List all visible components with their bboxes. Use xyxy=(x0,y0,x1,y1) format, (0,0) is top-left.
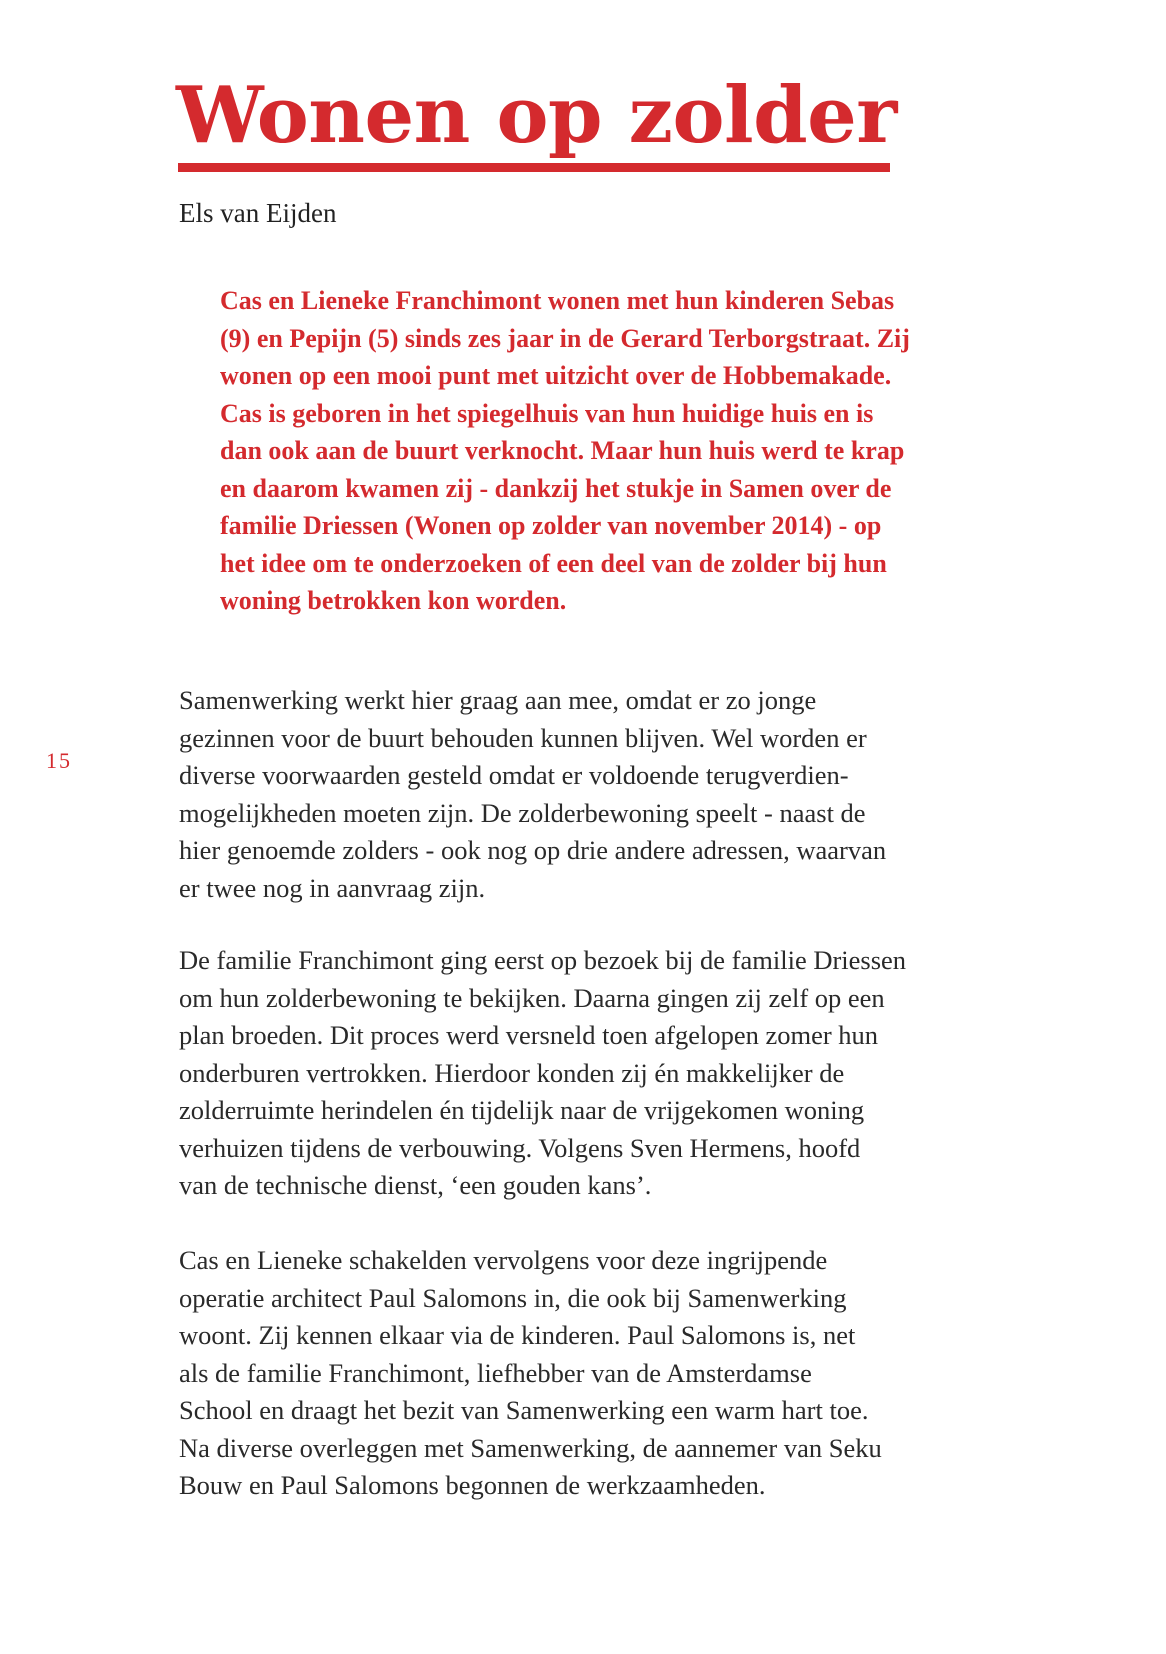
body-line: gezinnen voor de buurt behouden kunnen blijven. Wel worden er xyxy=(179,722,867,753)
intro-line: Cas en Lieneke Franchimont wonen met hun kinderen Sebas xyxy=(220,286,895,315)
title-underline-rule xyxy=(178,163,890,172)
intro-paragraph xyxy=(220,282,910,620)
intro-line: het idee om te onderzoeken of een deel van de zolder bij hun xyxy=(220,548,887,578)
body-line: mogelijkheden moeten zijn. De zolderbewoning speelt - naast de xyxy=(179,797,866,828)
body-line: School en draagt het bezit van Samenwerking een warm hart toe. xyxy=(179,1395,869,1425)
body-paragraph-3 xyxy=(179,1242,882,1505)
intro-line: Cas is geboren in het spiegelhuis van hun huidige huis en is xyxy=(220,398,874,428)
body-paragraph-1 xyxy=(179,682,886,907)
body-line: operatie architect Paul Salomons in, die ook bij Samenwerking xyxy=(179,1282,847,1313)
body-line: diverse voorwaarden gesteld omdat er voldoende terugverdien- xyxy=(179,760,849,790)
body-line: er twee nog in aanvraag zijn. xyxy=(179,872,486,903)
body-line: hier genoemde zolders - ook nog op drie andere adressen, waarvan xyxy=(179,835,887,865)
body-paragraph-2 xyxy=(179,942,906,1205)
page-number: 15 xyxy=(46,748,72,773)
intro-line: woning betrokken kon worden. xyxy=(220,586,567,615)
body-line: Cas en Lieneke schakelden vervolgens voor deze ingrijpende xyxy=(179,1245,828,1275)
body-line: Na diverse overleggen met Samenwerking, de aannemer van Seku xyxy=(179,1432,882,1463)
body-line: De familie Franchimont ging eerst op bezoek bij de familie Driessen xyxy=(179,945,907,975)
body-line: plan broeden. Dit proces werd versneld toen afgelopen zomer hun xyxy=(179,1020,879,1050)
intro-line: familie Driessen (Wonen op zolder van november 2014) - op xyxy=(220,511,882,540)
body-line: onderburen vertrokken. Hierdoor konden zij én makkelijker de xyxy=(179,1057,845,1088)
body-line: om hun zolderbewoning te bekijken. Daarna gingen zij zelf op een xyxy=(179,982,885,1013)
intro-line: en daarom kwamen zij - dankzij het stukje in Samen over de xyxy=(220,473,892,503)
body-line: Bouw en Paul Salomons begonnen de werkzaamheden. xyxy=(179,1470,766,1500)
body-line: verhuizen tijdens de verbouwing. Volgens Sven Hermens, hoofd xyxy=(179,1132,861,1163)
intro-line: wonen op een mooi punt met uitzicht over de Hobbemakade. xyxy=(220,361,892,390)
intro-line: dan ook aan de buurt verknocht. Maar hun huis werd te krap xyxy=(220,436,905,465)
article-author: Els van Eijden xyxy=(179,198,337,228)
body-line: van de technische dienst, ‘een gouden kans’. xyxy=(179,1170,652,1200)
body-line: als de familie Franchimont, liefhebber van de Amsterdamse xyxy=(179,1357,812,1388)
body-line: Samenwerking werkt hier graag aan mee, omdat er zo jonge xyxy=(179,685,817,715)
intro-line: (9) en Pepijn (5) sinds zes jaar in de Gerard Terborgstraat. Zij xyxy=(220,323,910,353)
body-line: zolderruimte herindelen én tijdelijk naar de vrijgekomen woning xyxy=(179,1095,865,1125)
body-line: woont. Zij kennen elkaar via de kinderen. Paul Salomons is, net xyxy=(179,1320,856,1350)
article-title: Wonen op zolder xyxy=(176,70,897,161)
